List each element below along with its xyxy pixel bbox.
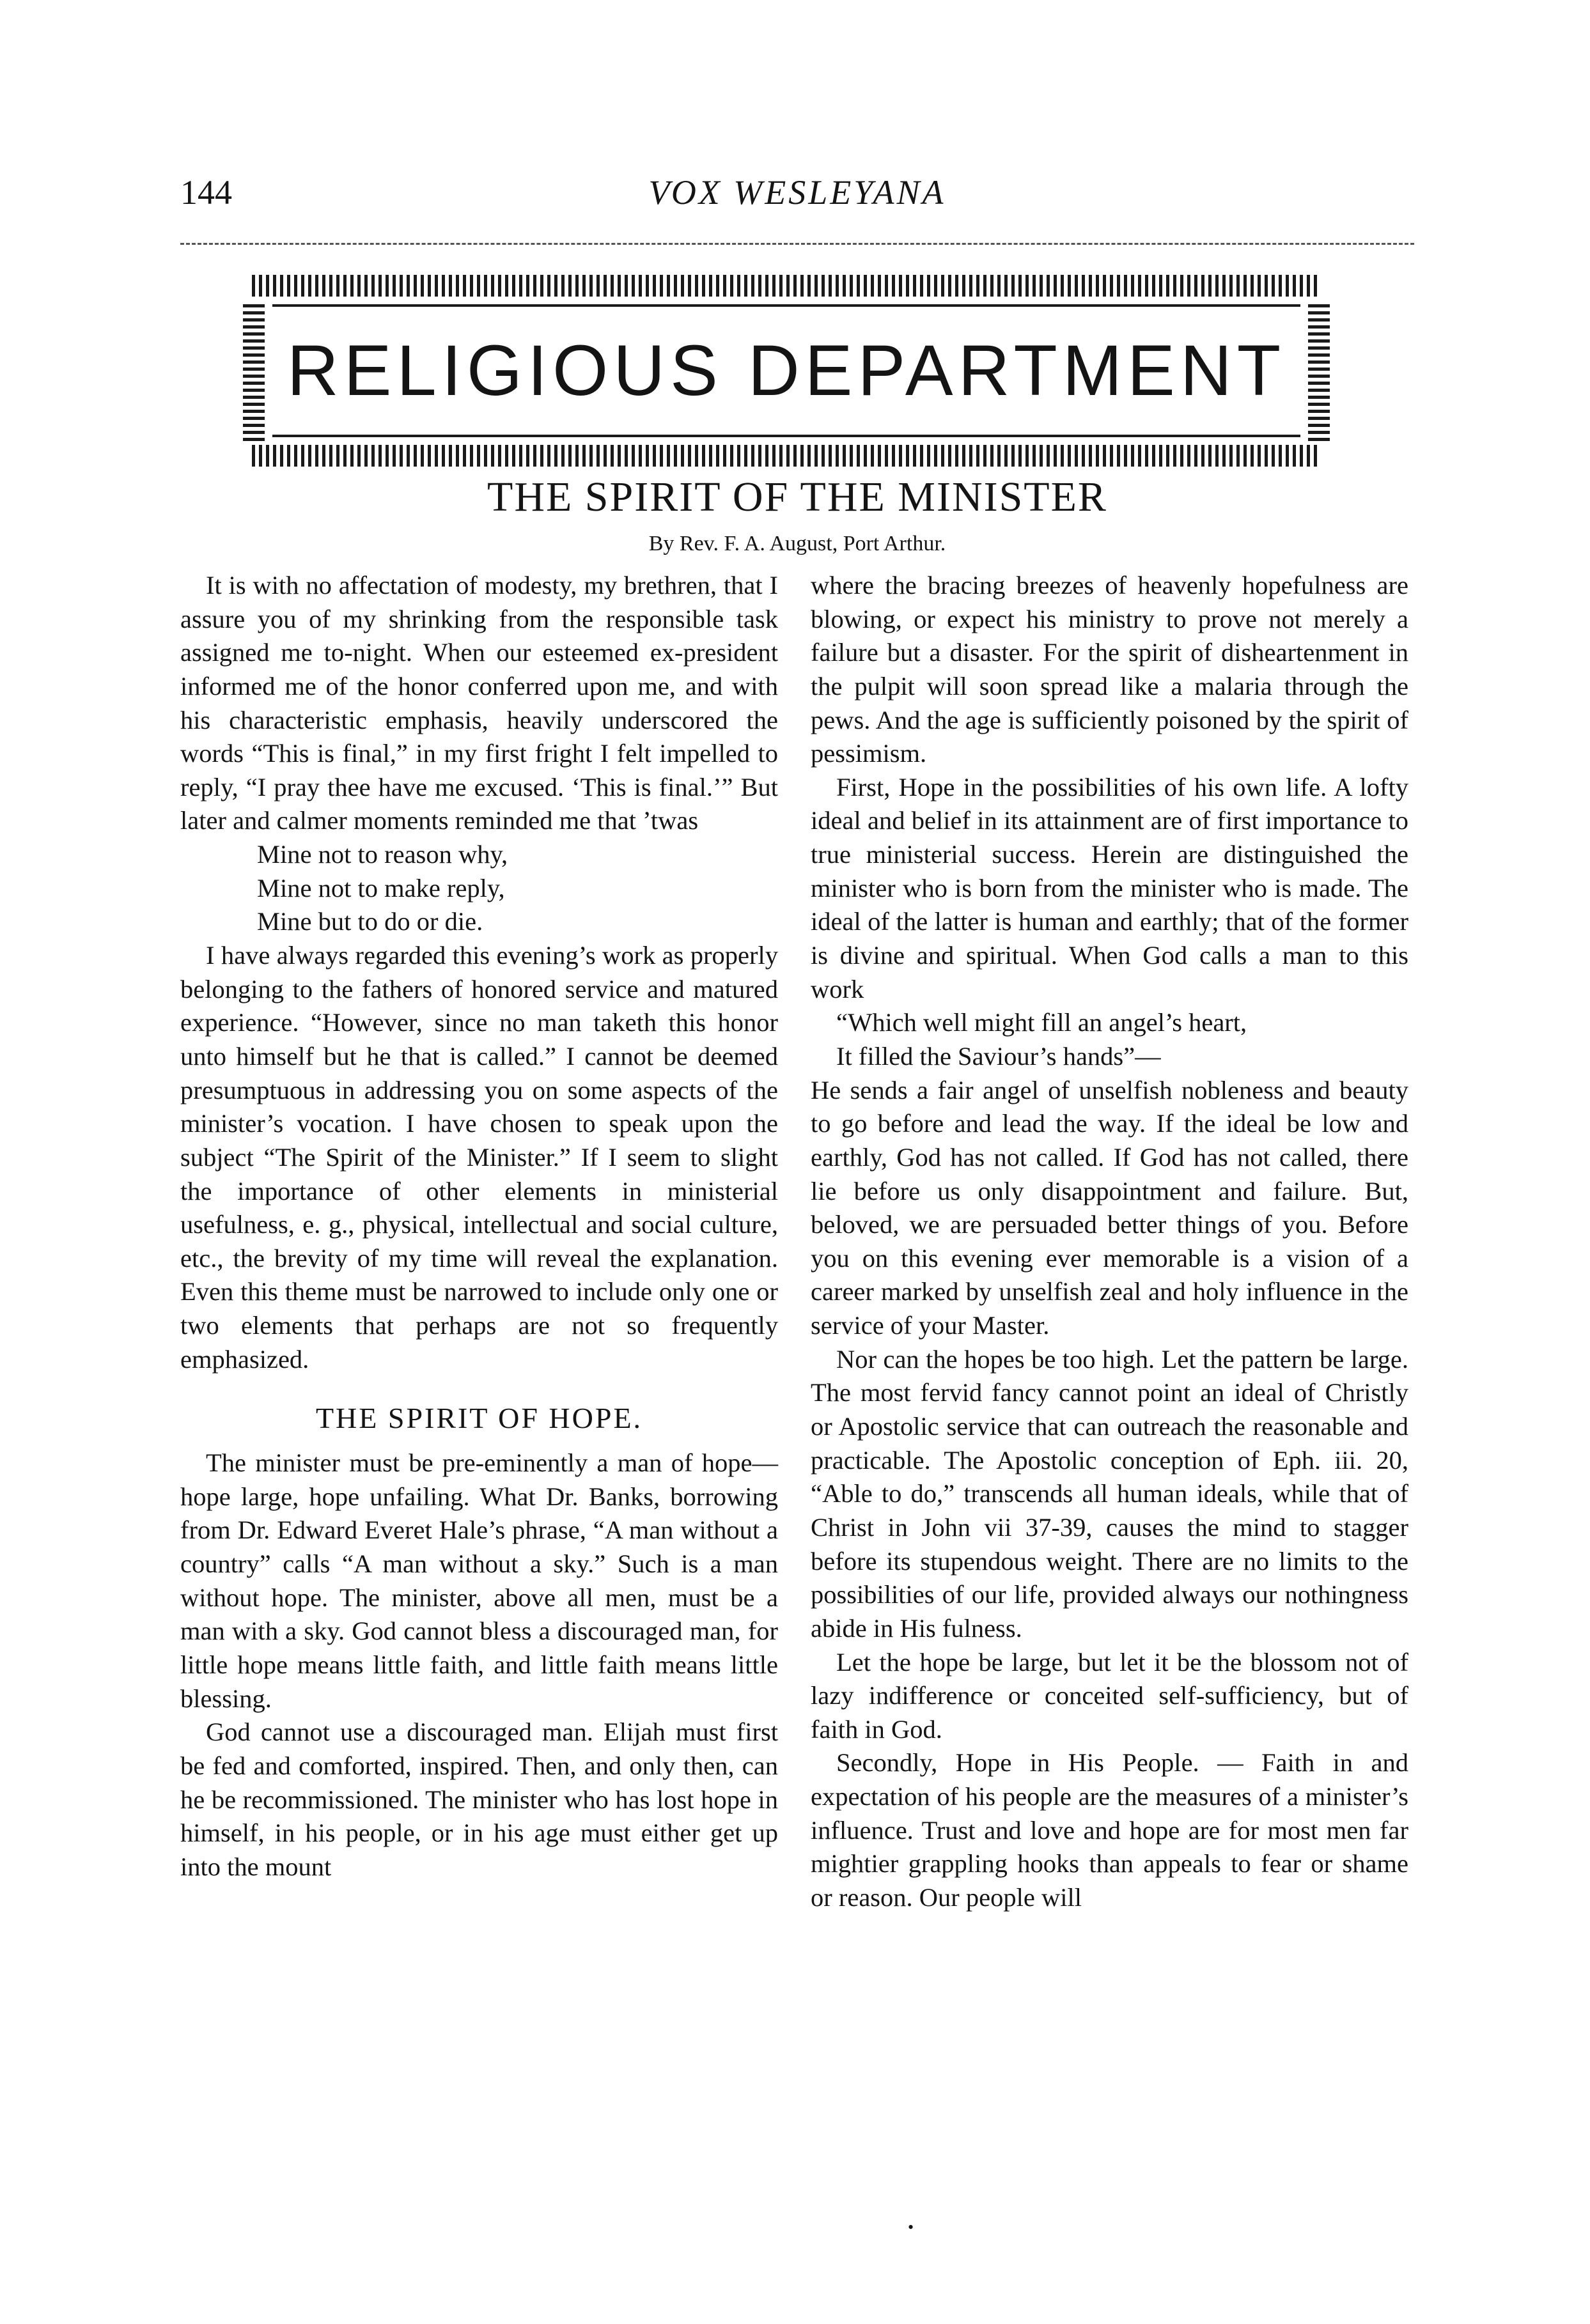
banner-hatch-right xyxy=(1308,300,1330,441)
verse-line: “Which well might fill an angel’s heart, xyxy=(836,1008,1247,1037)
verse-line: Mine but to do or die. xyxy=(257,907,483,936)
department-banner xyxy=(243,275,1330,467)
verse-line: Mine not to reason why, xyxy=(257,840,508,869)
footer-mark: • xyxy=(908,2218,914,2236)
paragraph: God cannot use a discouraged man. Elijah must first be fed and comforted, inspired. Then, and only then, can he be recommissioned. The minister who has lost hope in himself, in his people, or in his age must either get up into the mount xyxy=(180,1717,778,1881)
paragraph: Nor can the hopes be too high. Let the pattern be large. The most fervid fancy cannot point an ideal of Christly or Apostolic service that can outreach the reasonable and practicable. The Apostolic conception of Eph. iii. 20, “Able to do,” transcends all human ideals, while that of Christ in John vii 37-39, causes the mind to stagger before its stupendous weight. There are no limits to the possibilities of our life, provided always our nothingness abide in His fulness. xyxy=(811,1344,1408,1643)
article-title: THE SPIRIT OF THE MINISTER xyxy=(487,474,1107,520)
paragraph: It is with no affectation of modesty, my brethren, that I assure you of my shrinking from the responsible task assigned me to-night. When our esteemed ex-president informed me of the honor conferred upon me, and with his characteristic emphasis, heavily underscored the words “This is final,” in my first fright I felt impelled to reply, “I pray thee have me excused. ‘This is final.’” But later and calmer moments reminded me that ’twas xyxy=(180,571,778,835)
banner-hatch-left xyxy=(243,300,265,441)
banner-inner xyxy=(272,304,1300,437)
banner-hatch-bottom xyxy=(252,445,1321,467)
verse-line: It filled the Saviour’s hands”— xyxy=(836,1041,1161,1071)
verse-line: Mine not to make reply, xyxy=(257,873,505,902)
running-head xyxy=(180,173,1414,230)
page-number: 144 xyxy=(180,173,232,212)
section-heading: THE SPIRIT OF HOPE. xyxy=(315,1402,643,1435)
paragraph: I have always regarded this evening’s work as properly belonging to the fathers of honored service and matured experience. “However, since no man taketh this honor unto himself but he that is called.” I cannot be deemed presumptuous in addressing you on some aspects of the minister’s vocation. I have chosen to speak upon the subject “The Spirit of the Minister.” If I seem to slight the importance of other elements in ministerial usefulness, e. g., physical, intellectual and social culture, etc., the brevity of my time will reveal the explanation. Even this theme must be narrowed to include only one or two elements that perhaps are not so frequently emphasized. xyxy=(180,941,778,1374)
header-rule xyxy=(180,243,1414,245)
department-title: RELIGIOUS DEPARTMENT xyxy=(286,330,1286,410)
paragraph: where the bracing breezes of heavenly hopefulness are blowing, or expect his ministry to prove not merely a failure but a disaster. For the spirit of disheartenment in the pulpit will soon spread like a malaria through the pews. And the age is sufficiently poisoned by the spirit of pessimism. xyxy=(811,571,1408,768)
banner-hatch-top xyxy=(252,275,1321,297)
article-byline: By Rev. F. A. August, Port Arthur. xyxy=(648,532,946,555)
paragraph: He sends a fair angel of unselfish nobleness and beauty to go before and lead the way. If the ideal be low and earthly, God has not called. If God has not called, there lie before us only disappointment and failure. But, beloved, we are persuaded better things of you. Before you on this evening ever memorable is a vision of a career marked by unselfish zeal and holy influence in the service of your Master. xyxy=(811,1075,1408,1340)
paragraph: Let the hope be large, but let it be the blossom not of lazy indifference or conceited self-sufficiency, but of faith in God. xyxy=(811,1647,1408,1744)
left-column xyxy=(180,569,778,1884)
right-column xyxy=(811,569,1408,1915)
paragraph: The minister must be pre-eminently a man of hope—hope large, hope unfailing. What Dr. Banks, borrowing from Dr. Edward Everet Hale’s phrase, “A man without a country” calls “A man without a sky.” Such is a man without hope. The minister, above all men, must be a man with a sky. God cannot bless a discouraged man, for little hope means little faith, and little faith means little blessing. xyxy=(180,1448,778,1713)
journal-title: VOX WESLEYANA xyxy=(648,173,946,212)
paragraph: Secondly, Hope in His People. — Faith in and expectation of his people are the measures of a minister’s influence. Trust and love and hope are for most men far mightier grappling hooks than appeals to fear or shame or reason. Our people will xyxy=(811,1748,1408,1912)
paragraph: First, Hope in the possibilities of his own life. A lofty ideal and belief in its attainment are of first importance to true ministerial success. Herein are distinguished the minister who is born from the minister who is made. The ideal of the latter is human and earthly; that of the former is divine and spiritual. When God calls a man to this work xyxy=(811,772,1408,1003)
